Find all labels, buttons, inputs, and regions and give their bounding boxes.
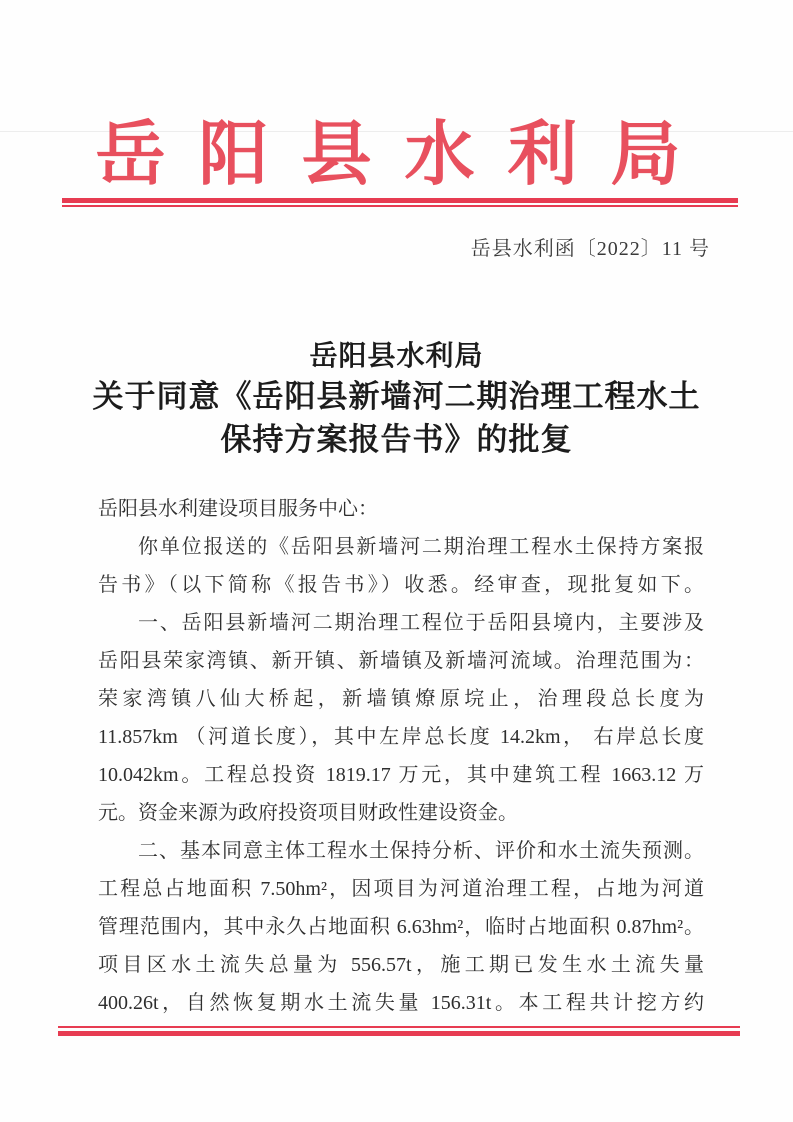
letterhead-agency-name: 岳阳县水利局 (95, 117, 714, 194)
body-text-line: 岳阳县水利建设项目服务中心： (98, 498, 378, 520)
body-text-line: 400.26t，自然恢复期水土流失量 156.31t。本工程共计挖方约 (98, 992, 704, 1014)
body-text-line: 荣家湾镇八仙大桥起，新墙镇燎原垸止，治理段总长度为 (98, 688, 704, 710)
body-text-line: 岳阳县荣家湾镇、新开镇、新墙镇及新墙河流域。治理范围为： (98, 650, 704, 672)
letterhead-divider-bottom (58, 1026, 740, 1036)
body-text-line: 元。资金来源为政府投资项目财政性建设资金。 (98, 802, 518, 824)
body-text-line: 告书》（以下简称《报告书》）收悉。经审查，现批复如下。 (98, 574, 704, 596)
body-text-line: 工程总占地面积 7.50hm²，因项目为河道治理工程，占地为河道 (98, 878, 704, 900)
body-text-line: 你单位报送的《岳阳县新墙河二期治理工程水土保持方案报 (138, 536, 704, 558)
document-body (98, 490, 704, 1022)
document-title-line-1: 岳阳县水利局 (309, 341, 484, 372)
body-text-line: 11.857km （河道长度），其中左岸总长度 14.2km， 右岸总长度 (98, 726, 704, 748)
divider-thin-line (62, 205, 738, 207)
letterhead-divider-top (62, 198, 738, 207)
body-text-line: 二、基本同意主体工程水土保持分析、评价和水土流失预测。 (138, 840, 704, 862)
document-title (0, 338, 793, 461)
body-text-line: 一、岳阳县新墙河二期治理工程位于岳阳县境内，主要涉及 (138, 612, 704, 634)
body-text-line: 项目区水土流失总量为 556.57t，施工期已发生水土流失量 (98, 954, 704, 976)
document-reference-number: 岳县水利函〔2022〕11 号 (470, 238, 710, 260)
divider-thick-line (58, 1031, 740, 1036)
body-text-line: 10.042km。工程总投资 1819.17 万元，其中建筑工程 1663.12 万 (98, 764, 704, 786)
document-title-line-2: 关于同意《岳阳县新墙河二期治理工程水土 (92, 379, 701, 414)
body-text-line: 管理范围内，其中永久占地面积 6.63hm²，临时占地面积 0.87hm²。 (98, 916, 704, 938)
document-title-line-3: 保持方案报告书》的批复 (220, 422, 573, 457)
